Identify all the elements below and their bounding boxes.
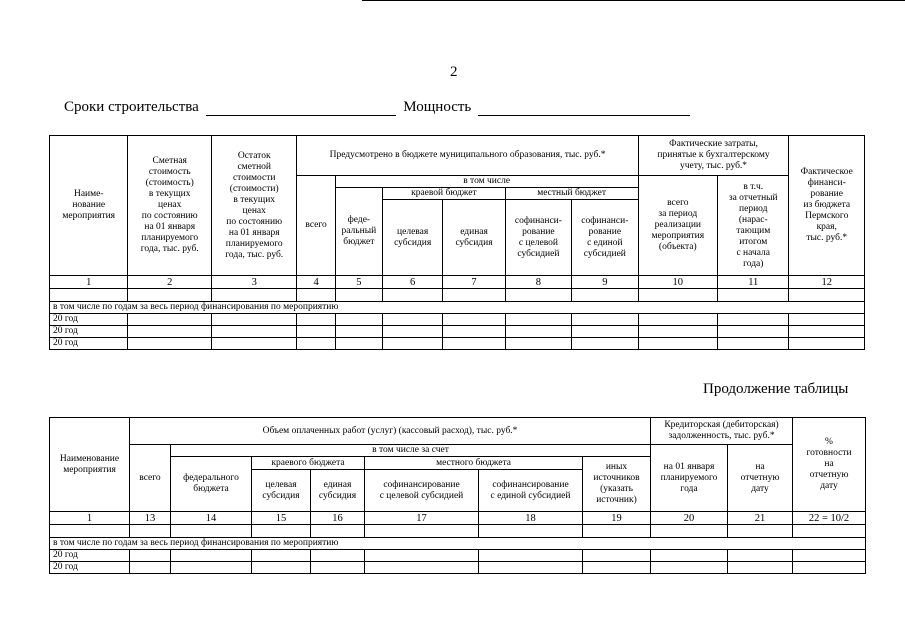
table-cell [171,550,252,562]
col-number: 3 [211,276,297,289]
column-numbers-row [50,512,866,525]
table-cell [789,326,865,338]
table-cell [335,338,382,350]
col-cofin-targeted-header: софинансирование с целевой субсидией [365,470,479,512]
table-cell [793,525,866,538]
col-number: 20 [651,512,728,525]
col-actual-regional-header: Фактическое финанси- рование из бюджета Пермского края, тыс. руб.* [789,136,865,276]
debt-group-header: Кредиторская (дебиторская) задолженность, тыс. руб.* [651,418,793,445]
table-cell [728,525,793,538]
year-label: 20 год [50,562,130,574]
col-number: 21 [728,512,793,525]
table-cell [382,314,442,326]
col-cofin-single-header: софинансирование с единой субсидией [479,470,583,512]
table-cell [252,550,311,562]
table-cell [130,562,171,574]
table-cell [718,326,789,338]
col-single-subsidy-header: единая субсидия [443,200,505,276]
col-number: 7 [443,276,505,289]
table-cell [638,289,717,302]
table-cell [718,314,789,326]
table-cell [382,289,442,302]
table-cell [443,326,505,338]
table-cell [382,326,442,338]
col-number: 1 [50,276,128,289]
capacity-label: Мощность [403,99,472,115]
table-cell [728,562,793,574]
col-targeted-subsidy-header: целевая субсидия [382,200,442,276]
col-number: 14 [171,512,252,525]
table-cell [572,326,638,338]
table-cell [572,314,638,326]
table-cell [505,338,571,350]
local-budget-header: местный бюджет [505,188,638,200]
col-single-subsidy-header: единая субсидия [311,470,365,512]
page-number: 2 [450,64,458,80]
table-cell [171,525,252,538]
table-cell [638,338,717,350]
col-number: 19 [583,512,651,525]
table-cell [50,289,128,302]
col-number: 9 [572,276,638,289]
payments-table [49,417,866,574]
actual-costs-group-header: Фактические затраты, принятые к бухгалтерскому учету, тыс. руб.* [638,136,789,176]
table-row [50,314,865,326]
financing-table [49,135,865,350]
table-cell [297,338,335,350]
col-number: 16 [311,512,365,525]
table-cell [252,562,311,574]
table-row [50,550,866,562]
table-cell [171,562,252,574]
col-name-header: Наименование мероприятия [50,418,130,512]
table-cell [335,326,382,338]
table-cell [335,289,382,302]
table-cell [443,314,505,326]
table-cell [443,289,505,302]
table-cell [128,314,212,326]
table-row [50,338,865,350]
col-number: 18 [479,512,583,525]
col-estimate-header: Сметная стоимость (стоимость) в текущих ценах по состоянию на 01 января планируемого года, тыс. руб. [128,136,212,276]
table-cell [583,550,651,562]
table-cell [128,289,212,302]
table-cell [128,326,212,338]
table-cell [252,525,311,538]
col-other-sources-header: иных источников (указать источник) [583,457,651,512]
col-remainder-header: Остаток сметной стоимости (стоимости) в текущих ценах по состоянию на 01 января планируемого года, тыс. руб. [211,136,297,276]
table-cell [793,550,866,562]
table-cell [583,525,651,538]
col-number: 8 [505,276,571,289]
regional-budget-header: краевой бюджет [382,188,505,200]
col-number: 15 [252,512,311,525]
budget-group-header: Предусмотрено в бюджете муниципального образования, тыс. руб.* [297,136,638,176]
table-cell [638,326,717,338]
table-cell [572,338,638,350]
year-label: 20 год [50,338,128,350]
col-number: 5 [335,276,382,289]
continuation-heading: Продолжение таблицы [703,381,849,397]
col-total-header: всего [130,445,171,512]
construction-term-label: Сроки строительства [64,99,199,115]
table-cell [311,550,365,562]
table-cell [718,338,789,350]
table-cell [50,525,130,538]
col-name-header: Наиме- нование мероприятия [50,136,128,276]
table-cell [211,338,297,350]
table-cell [651,550,728,562]
table-cell [311,562,365,574]
table-cell [365,550,479,562]
table-cell [297,289,335,302]
table-row [50,289,865,302]
col-number: 6 [382,276,442,289]
table-cell [365,525,479,538]
col-number: 13 [130,512,171,525]
table-cell [297,326,335,338]
table-row [50,326,865,338]
column-numbers-row [50,276,865,289]
table-cell [365,562,479,574]
construction-term-blank [206,101,396,116]
regional-budget-header: краевого бюджета [252,457,365,470]
col-debt-report-header: на отчетную дату [728,445,793,512]
table-cell [789,289,865,302]
years-note-row [50,538,866,550]
col-readiness-header: % готовности на отчетную дату [793,418,866,512]
table-cell [311,525,365,538]
table-cell [505,314,571,326]
table-cell [651,562,728,574]
year-label: 20 год [50,314,128,326]
capacity-blank [478,101,690,116]
table-cell [638,314,717,326]
table-row [50,562,866,574]
years-note-row [50,302,865,314]
table-cell [130,550,171,562]
col-number: 12 [789,276,865,289]
including-account-header: в том числе за счет [171,445,651,457]
local-budget-header: местного бюджета [365,457,583,470]
table-cell [572,289,638,302]
table-cell [382,338,442,350]
table-cell [211,314,297,326]
year-label: 20 год [50,326,128,338]
table-cell [211,326,297,338]
table-cell [793,562,866,574]
col-total-header: всего [297,176,335,276]
table-cell [479,550,583,562]
col-cofin-single-header: софинанси- рование с единой субсидией [572,200,638,276]
table-cell [789,338,865,350]
table-cell [583,562,651,574]
top-border-line [362,0,905,1]
paid-works-group-header: Объем оплаченных работ (услуг) (кассовый расход), тыс. руб.* [130,418,651,445]
table-row [50,525,866,538]
col-targeted-subsidy-header: целевая субсидия [252,470,311,512]
table-cell [789,314,865,326]
col-number: 10 [638,276,717,289]
col-number: 22 = 10/2 [793,512,866,525]
including-header: в том числе [335,176,638,188]
col-number: 11 [718,276,789,289]
table-cell [505,326,571,338]
years-note: в том числе по годам за весь период финансирования по мероприятию [50,538,866,550]
col-debt-jan-header: на 01 января планируемого года [651,445,728,512]
table-cell [479,525,583,538]
col-actual-total-header: всего за период реализации мероприятия (объекта) [638,176,717,276]
table-cell [128,338,212,350]
col-cofin-targeted-header: софинанси- рование с целевой субсидией [505,200,571,276]
construction-meta-line [64,99,690,116]
table-cell [211,289,297,302]
table-cell [651,525,728,538]
col-number: 4 [297,276,335,289]
col-actual-period-header: в т.ч. за отчетный период (нарас- тающим итогом с начала года) [718,176,789,276]
table-cell [479,562,583,574]
table-cell [335,314,382,326]
col-number: 1 [50,512,130,525]
table-cell [728,550,793,562]
table-cell [297,314,335,326]
table-cell [130,525,171,538]
col-federal-header: федерального бюджета [171,457,252,512]
col-number: 17 [365,512,479,525]
col-number: 2 [128,276,212,289]
year-label: 20 год [50,550,130,562]
table-cell [443,338,505,350]
table-cell [718,289,789,302]
years-note: в том числе по годам за весь период финансирования по мероприятию [50,302,865,314]
table-cell [505,289,571,302]
col-federal-header: феде- ральный бюджет [335,188,382,276]
